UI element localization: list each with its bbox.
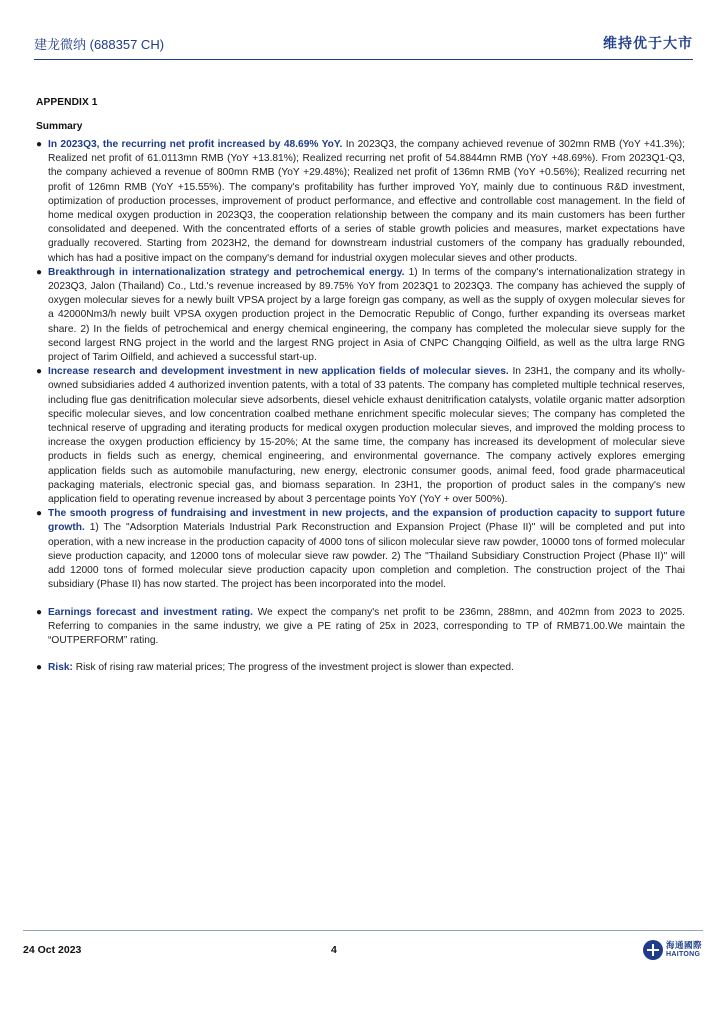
bullet-dot-icon: ● bbox=[36, 366, 43, 378]
bullet-q3-profit bbox=[36, 138, 685, 266]
bullet-risk bbox=[36, 661, 685, 675]
bullet-internationalization bbox=[36, 266, 685, 365]
summary-bullets bbox=[36, 138, 685, 675]
bullet-dot-icon: ● bbox=[36, 662, 43, 674]
bullet-lead: Breakthrough in internationalization strategy and petrochemical energy. bbox=[48, 266, 405, 278]
bullet-body: We expect the company's net profit to be 236mn, 288mn, and 402mn from 2023 to 2025. Referring to companies in the same industry, we give a PE rating of 25x in 2023, corresponding to TP of RMB71.00.We maintain the “OUTPERFORM” rating. bbox=[48, 606, 685, 646]
bullet-earnings-forecast bbox=[36, 606, 685, 649]
bullet-rnd-investment bbox=[36, 365, 685, 507]
logo-english-text: HAITONG bbox=[666, 951, 701, 958]
bullet-body: 1) The "Adsorption Materials Industrial Park Reconstruction and Expansion Project (Phase II)" will be completed and put into operation, with a new increase in the production capacity of 4000 tons of silicon molecular sieve raw powder, 10000 tons of formed molecular sieve production capacity, and 12000 tons of molecular sieve raw powder. 2) The "Thailand Subsidiary Construction Project (Phase II)" will add 12000 tons of formed molecular sieve production capacity upon completion and completion. The construction project of the Thai subsidiary (Phase II) has now started. The project has been incorporated into the model. bbox=[48, 522, 685, 591]
bullet-dot-icon: ● bbox=[36, 266, 43, 278]
spacer bbox=[36, 648, 685, 661]
page-number: 4 bbox=[331, 944, 337, 956]
bullet-lead: Earnings forecast and investment rating. bbox=[48, 606, 253, 618]
rating-label: 维持优于大市 bbox=[603, 35, 693, 51]
report-ticker: 建龙微纳 (688357 CH) bbox=[34, 37, 165, 52]
spacer bbox=[36, 593, 685, 606]
bullet-lead: Increase research and development investment in new application fields of molecular sieves. bbox=[48, 366, 509, 378]
bullet-dot-icon: ● bbox=[36, 606, 43, 618]
haitong-logo bbox=[643, 938, 703, 964]
summary-title: Summary bbox=[36, 121, 83, 132]
haitong-logo-icon bbox=[643, 940, 663, 960]
page-footer bbox=[23, 930, 703, 970]
bullet-lead: Risk: bbox=[48, 662, 73, 674]
header-divider bbox=[34, 59, 693, 60]
bullet-lead: In 2023Q3, the recurring net profit increased by 48.69% YoY. bbox=[48, 139, 343, 150]
bullet-body: In 23H1, the company and its wholly-owned subsidiaries added 4 authorized invention patents, with a total of 33 patents. The company has completed multiple technical reserves, including flue gas denitrification molecular sieve adsorbents, diesel vehicle exhaust denitrification catalysts, volatile organic matter adsorption specific molecular sieves, and low concentration coalbed methane enrichment specific molecular sieves; The company has completed the technical reserve of upgrading and iterating products for medical oxygen production molecular sieves, and improved the molding process to increase the oxygen production efficiency by 15-20%; At the same time, the company has increased its development of molecular sieve products in fields such as energy, chemical engineering, and environmental governance. The company actively explores emerging application fields such as automobile manufacturing, new energy, electronic consumer goods, animal feed, food grade pharmaceutical packaging materials, electronic special gas, and biomass separation. In 23H1, the proportion of product sales in the company's new application field to operating revenue increased by about 3 percentage points YoY (YoY + over 500%). bbox=[48, 366, 685, 506]
bullet-dot-icon: ● bbox=[36, 139, 43, 150]
logo-chinese-text: 海通國際 bbox=[666, 940, 703, 950]
footer-divider bbox=[23, 930, 703, 931]
page-header bbox=[34, 30, 693, 60]
appendix-title: APPENDIX 1 bbox=[36, 97, 98, 108]
bullet-body: Risk of rising raw material prices; The progress of the investment project is slower than expected. bbox=[72, 662, 514, 674]
bullet-body: In 2023Q3, the company achieved revenue of 302mn RMB (YoY +41.3%); Realized net profit of 61.0113mn RMB (YoY +13.81%); Realized recurring net profit of 54.8844mn RMB (YoY +48.69%). From 2023Q1-Q3, the company achieved a revenue of 800mn RMB (YoY +29.48%); Realized net profit of 136mn RMB (YoY +0.56%); Realized recurring net profit of 126mn RMB (YoY +15.55%). The company's profitability has further improved YoY, mainly due to continuous R&D investment, optimization of production processes, improvement of product performance, and effective and controllable cost management. In the field of home medical oxygen production in 2023Q3, the cooperation relationship between the company and its main customers has been further consolidated and deepened. With the concentrated efforts of a series of stable growth policies and measures, market expectations have gradually recovered. Starting from 2023H2, the demand for downstream industrial customers of the company has gradually rebounded, which has had a positive impact on the company's demand for industrial oxygen molecular sieves and other products. bbox=[48, 139, 685, 264]
main-content bbox=[36, 97, 685, 675]
bullet-body: 1) In terms of the company's internationalization strategy in 2023Q3, Jalon (Thailand) Co., Ltd.'s revenue increased by 89.75% YoY from 2023Q1 to 2023Q3. The company has achieved the supply of oxygen molecular sieves for a newly built VPSA project by a large foreign gas company, as well as the supply of oxygen molecular sieves for a 42000Nm3/h newly built VPSA oxygen production project in the Democratic Republic of Congo, further expanding its overseas market share. 2) In the fields of petrochemical and energy chemical engineering, the company has completed the molecular sieve supply for the second largest RNG project in the world and the largest RNG project in Asia of CNPC Changqing Oilfield, as well as the ultra large RNG project of Tarim Oilfield, and achieved a successful start-up. bbox=[48, 266, 685, 364]
bullet-capacity-expansion bbox=[36, 507, 685, 592]
bullet-lead: The smooth progress of fundraising and investment in new projects, and the expansion of production capacity to support future growth. bbox=[48, 508, 685, 534]
bullet-dot-icon: ● bbox=[36, 508, 43, 520]
report-date: 24 Oct 2023 bbox=[23, 944, 82, 956]
